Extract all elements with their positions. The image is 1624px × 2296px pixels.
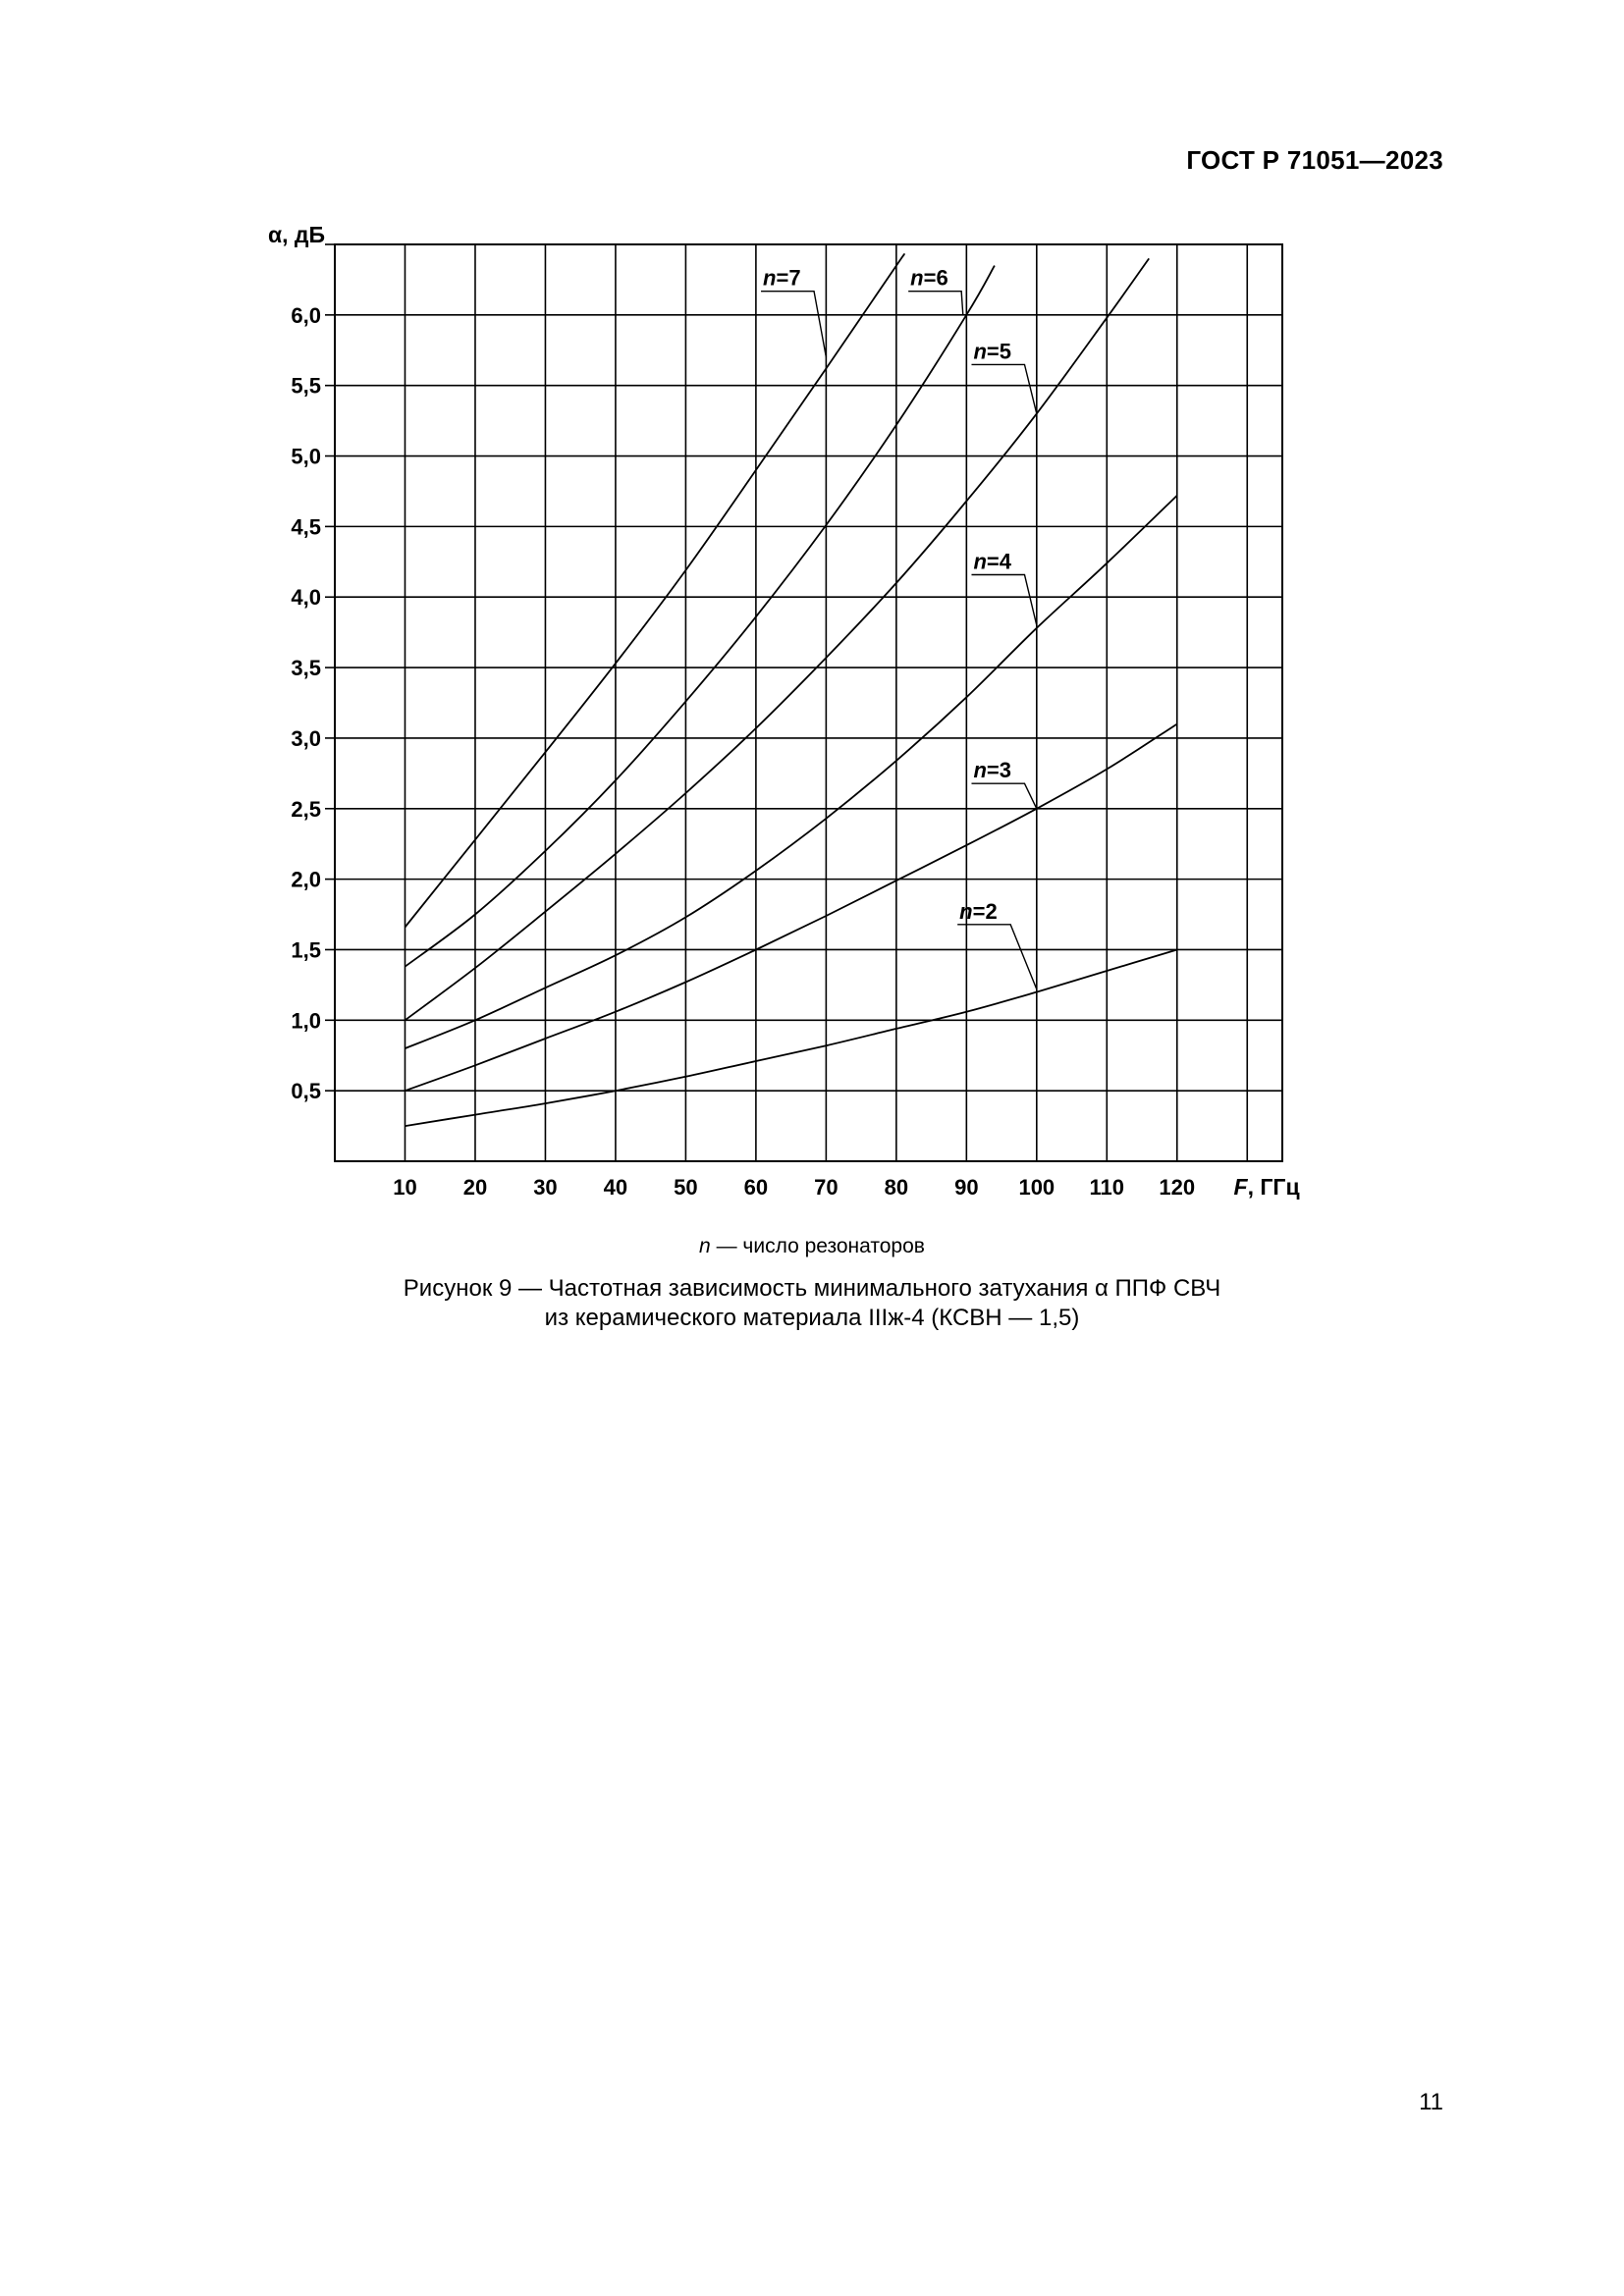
series-curve-n2	[406, 950, 1177, 1127]
series-label-value: =2	[972, 898, 998, 924]
y-tick-label: 5,0	[291, 444, 321, 469]
x-axis-variable: F	[1233, 1174, 1248, 1200]
series-label-variable: n	[973, 339, 987, 364]
legend-note	[0, 1235, 1624, 1258]
x-tick-label: 40	[603, 1175, 628, 1200]
figure-caption	[0, 1274, 1624, 1333]
x-tick-label: 100	[1018, 1175, 1056, 1200]
series-label-variable: n	[763, 265, 777, 291]
y-tick-label: 1,0	[291, 1008, 321, 1034]
series-label-variable: n	[910, 265, 924, 291]
y-tick-label: 4,5	[291, 514, 321, 540]
tick-layer	[291, 303, 1195, 1200]
y-tick-label: 0,5	[291, 1079, 321, 1104]
y-tick-label: 6,0	[291, 302, 321, 328]
series-label-value: =6	[923, 265, 948, 291]
plot-frame	[335, 244, 1282, 1161]
series-leader-n7	[761, 292, 826, 357]
legend-note-variable: n	[699, 1235, 711, 1257]
series-label-value: =4	[986, 549, 1012, 574]
caption-line-1: Рисунок 9 — Частотная зависимость минимального затухания α ППФ СВЧ	[403, 1275, 1221, 1302]
y-tick-label: 2,5	[291, 796, 321, 822]
series-label-n6	[910, 266, 948, 291]
series-curve-n6	[406, 266, 995, 967]
series-label-variable: n	[973, 549, 987, 574]
series-label-n5	[973, 339, 1011, 363]
y-tick-label: 4,0	[291, 585, 321, 611]
document-code: ГОСТ Р 71051—2023	[1186, 145, 1443, 175]
x-tick-label: 90	[954, 1175, 979, 1200]
x-tick-label: 80	[884, 1175, 909, 1200]
x-tick-label: 110	[1089, 1175, 1125, 1200]
x-tick-label: 20	[462, 1175, 488, 1200]
series-leader-n6	[908, 292, 963, 315]
label-layer	[761, 266, 1037, 989]
series-label-n7	[763, 266, 801, 291]
y-tick-label: 5,5	[291, 373, 321, 399]
legend-note-text: — число резонаторов	[710, 1235, 925, 1257]
series-label-n4	[973, 549, 1011, 573]
x-tick-label: 30	[533, 1175, 558, 1200]
series-curve-n4	[406, 496, 1177, 1048]
x-axis-unit: , ГГц	[1247, 1174, 1300, 1200]
series-curve-n3	[406, 724, 1177, 1092]
x-tick-label: 50	[674, 1175, 698, 1200]
x-tick-label: 10	[393, 1175, 417, 1200]
series-leader-n5	[971, 364, 1036, 413]
series-curve-n7	[406, 254, 904, 928]
page-number: 11	[1419, 2089, 1443, 2115]
y-tick-label: 1,5	[291, 937, 321, 963]
series-label-value: =7	[776, 265, 801, 291]
x-tick-label: 120	[1159, 1175, 1196, 1200]
series-label-n3	[973, 758, 1011, 782]
series-leader-n3	[971, 783, 1036, 809]
y-tick-label: 3,0	[291, 725, 321, 751]
y-tick-label: 2,0	[291, 867, 321, 892]
series-leader-n2	[957, 925, 1037, 989]
x-tick-label: 70	[814, 1175, 839, 1200]
series-label-variable: n	[973, 758, 987, 783]
series-label-variable: n	[959, 898, 973, 924]
caption-line-2: из керамического материала IIIж-4 (КСВН — 1,5)	[544, 1305, 1080, 1331]
series-label-value: =3	[986, 758, 1012, 783]
series-label-value: =5	[986, 339, 1012, 364]
x-axis-label	[1234, 1174, 1300, 1200]
y-axis-label: α, дБ	[267, 222, 325, 247]
series-leader-n4	[971, 574, 1036, 625]
series-label-n2	[959, 899, 998, 924]
x-tick-label: 60	[743, 1175, 769, 1200]
y-tick-label: 3,5	[291, 656, 321, 681]
